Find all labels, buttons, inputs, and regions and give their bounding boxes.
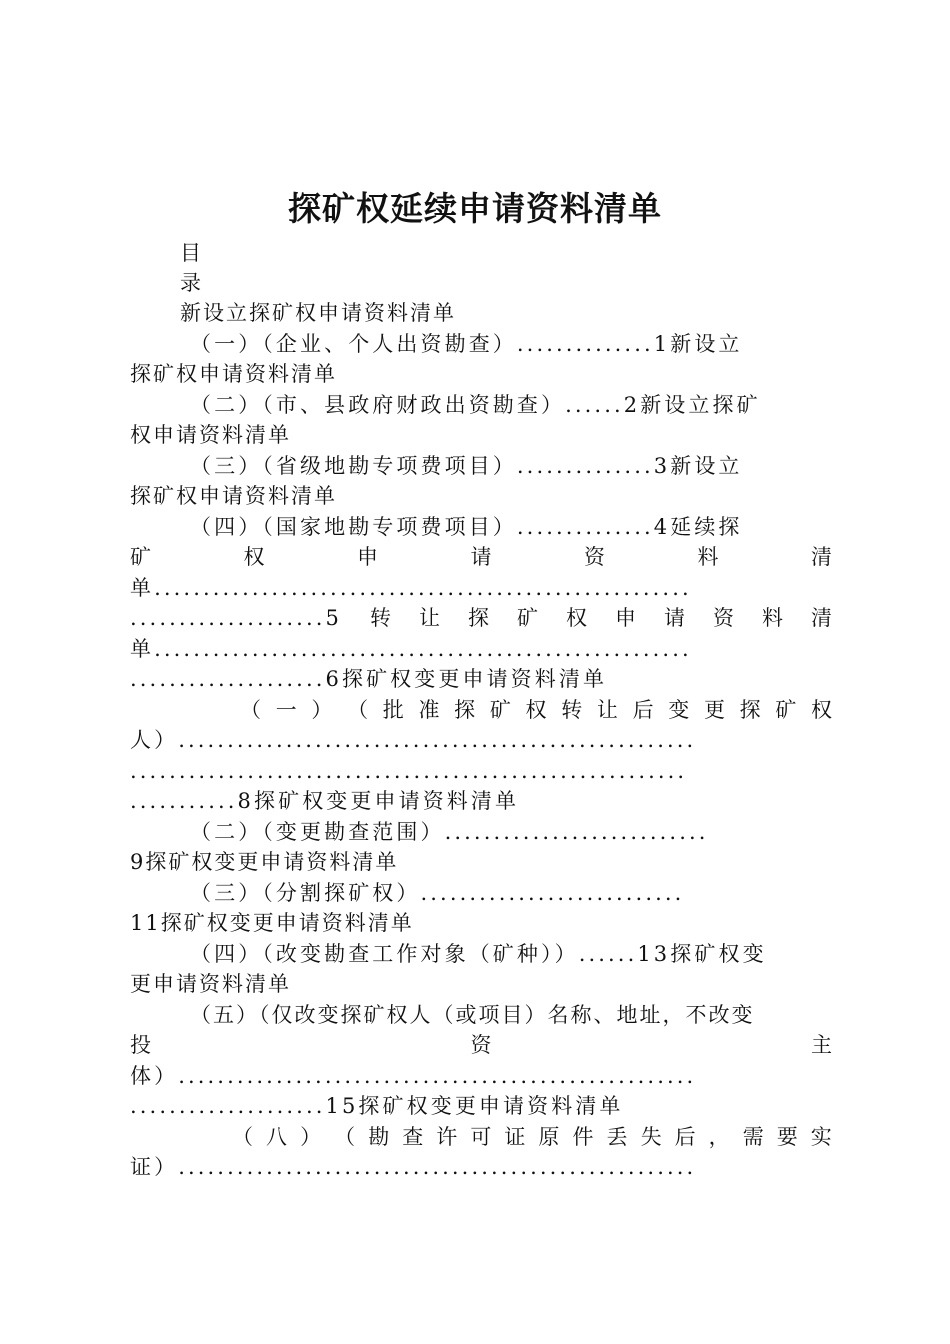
justified-token: 转	[561, 698, 583, 722]
justified-token: 后	[632, 698, 654, 722]
document-title: 探矿权延续申请资料清单	[288, 189, 662, 228]
justified-token: 权	[243, 545, 265, 569]
justified-token: 申	[357, 545, 378, 569]
toc-line-justified	[240, 695, 832, 725]
justified-token: （	[232, 1125, 253, 1149]
justified-token: ）	[311, 698, 333, 722]
justified-token: 八	[266, 1125, 288, 1149]
toc-line: 新设立探矿权申请资料清单	[180, 301, 456, 325]
justified-token: 矿	[516, 606, 538, 630]
justified-token: 清	[810, 606, 832, 630]
justified-token: 探	[454, 698, 476, 722]
justified-token: 权	[811, 698, 832, 722]
toc-line-justified	[130, 603, 832, 633]
toc-line-justified	[130, 542, 832, 572]
toc-line: 体）.....................................................	[130, 1064, 697, 1088]
justified-token: 主	[811, 1033, 832, 1057]
justified-token: 清	[811, 545, 832, 569]
justified-token: 矿	[489, 698, 511, 722]
justified-token: 变	[668, 698, 690, 722]
toc-line: （二）（变更勘查范围）...........................	[190, 820, 709, 844]
toc-line: （四）（改变勘查工作对象（矿种））......13探矿权变	[190, 942, 767, 966]
toc-line: 证）.....................................................	[130, 1155, 697, 1179]
toc-line: （二）（市、县政府财政出资勘查）......2新设立探矿	[190, 393, 761, 417]
justified-token: 投	[130, 1033, 151, 1057]
toc-line: 单.......................................................	[130, 576, 692, 600]
toc-line: （五）（仅改变探矿权人（或项目）名称、地址，不改变	[190, 1003, 755, 1027]
justified-token: ....................5	[130, 606, 342, 630]
justified-token: 探	[467, 606, 489, 630]
justified-token: 可	[470, 1125, 492, 1149]
justified-token: 失	[640, 1125, 662, 1149]
toc-heading-char-2: 录	[180, 271, 203, 295]
justified-token: ，	[708, 1125, 730, 1149]
toc-line: ....................15探矿权变更申请资料清单	[130, 1094, 624, 1118]
justified-token: 请	[470, 545, 492, 569]
toc-line: 单.......................................................	[130, 637, 692, 661]
justified-token: 一	[275, 698, 297, 722]
justified-token: 勘	[368, 1125, 390, 1149]
toc-line: 权申请资料清单	[130, 423, 291, 447]
justified-token: 申	[614, 606, 636, 630]
justified-token: 权	[565, 606, 587, 630]
justified-token: 让	[596, 698, 618, 722]
justified-token: 实	[810, 1125, 832, 1149]
toc-line: .........................................................	[130, 759, 688, 783]
justified-token: ）	[300, 1125, 322, 1149]
toc-line: 探矿权申请资料清单	[130, 362, 337, 386]
toc-heading-char-1: 目	[180, 241, 203, 265]
justified-token: 更	[703, 698, 725, 722]
justified-token: 后	[674, 1125, 696, 1149]
justified-token: 请	[663, 606, 685, 630]
justified-token: 丢	[606, 1125, 628, 1149]
justified-token: 原	[538, 1125, 560, 1149]
justified-token: 查	[402, 1125, 424, 1149]
toc-line: ...........8探矿权变更申请资料清单	[130, 789, 520, 813]
justified-token: 证	[504, 1125, 526, 1149]
justified-token: 料	[761, 606, 783, 630]
justified-token: 批	[382, 698, 404, 722]
justified-token: 矿	[130, 545, 151, 569]
justified-token: 需	[742, 1125, 764, 1149]
justified-token: 探	[739, 698, 761, 722]
justified-token: 件	[572, 1125, 594, 1149]
toc-line: （四）（国家地勘专项费项目）..............4延续探	[190, 515, 743, 539]
justified-token: 资	[712, 606, 734, 630]
justified-token: 要	[776, 1125, 798, 1149]
justified-token: 让	[418, 606, 440, 630]
justified-token: （	[334, 1125, 356, 1149]
toc-line: 探矿权申请资料清单	[130, 484, 337, 508]
toc-line-justified	[232, 1122, 832, 1152]
toc-line: （三）（分割探矿权）...........................	[190, 881, 685, 905]
justified-token: 权	[525, 698, 547, 722]
justified-token: 料	[697, 545, 719, 569]
justified-token: 资	[584, 545, 605, 569]
toc-line: （一）（企业、个人出资勘查）..............1新设立	[190, 332, 743, 356]
justified-token: （	[347, 698, 369, 722]
toc-line: 9探矿权变更申请资料清单	[130, 850, 399, 874]
justified-token: （	[240, 698, 261, 722]
toc-line: ....................6探矿权变更申请资料清单	[130, 667, 608, 691]
justified-token: 准	[418, 698, 440, 722]
toc-line-justified	[130, 1030, 832, 1060]
toc-line: 更申请资料清单	[130, 972, 291, 996]
toc-line: 人）.....................................................	[130, 728, 697, 752]
toc-line: （三）（省级地勘专项费项目）..............3新设立	[190, 454, 743, 478]
toc-line: 11探矿权变更申请资料清单	[130, 911, 414, 935]
justified-token: 许	[436, 1125, 458, 1149]
justified-token: 资	[470, 1033, 492, 1057]
justified-token: 矿	[775, 698, 797, 722]
justified-token: 转	[369, 606, 391, 630]
